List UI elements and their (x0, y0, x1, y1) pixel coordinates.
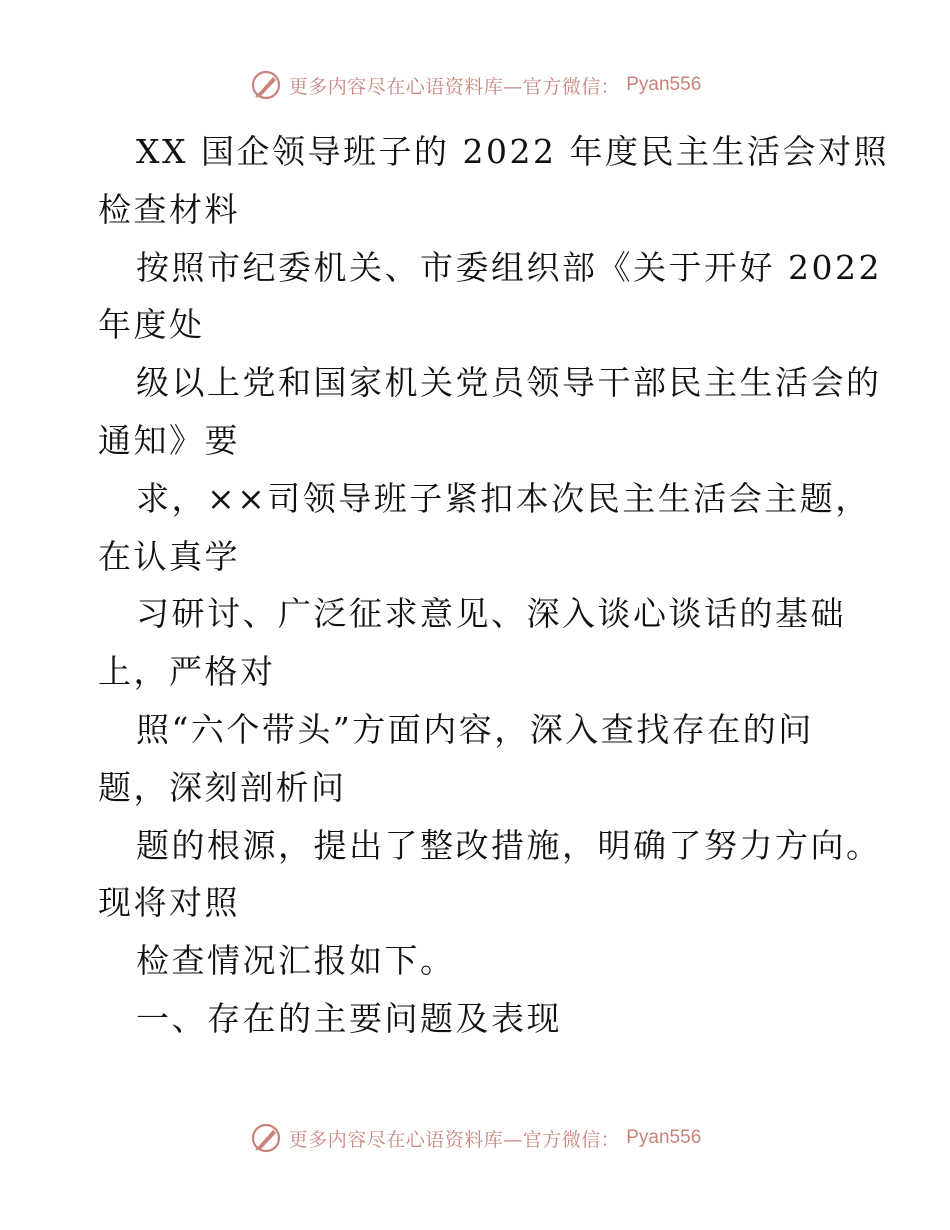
text-line: 题的根源，提出了整改措施，明确了努力方向。 (136, 825, 882, 865)
text-line: 习研讨、广泛征求意见、深入谈心谈话的基础 (136, 594, 846, 634)
text-line: 求，××司领导班子紧扣本次民主生活会主题， (136, 478, 871, 518)
text-line: 检查情况汇报如下。 (136, 941, 456, 981)
watermark-wechat-id: Pyan556 (626, 1127, 702, 1148)
title-line-1: XX 国企领导班子的 2022 年度民主生活会对照 (136, 132, 889, 171)
header-watermark (0, 68, 950, 102)
text-line: 在认真学 (98, 536, 240, 576)
text-line: 级以上党和国家机关党员领导干部民主生活会的 (136, 363, 882, 403)
text-line: 按照市纪委机关、市委组织部《关于开好 2022 (136, 247, 882, 287)
quill-logo-icon (249, 1121, 283, 1155)
text-line: 照“六个带头”方面内容，深入查找存在的问 (136, 709, 814, 749)
watermark-text: 更多内容尽在心语资料库—官方微信： (288, 1128, 621, 1151)
text-line: 通知》要 (98, 420, 240, 460)
text-line: 现将对照 (98, 883, 240, 923)
text-line: 上，严格对 (98, 652, 276, 692)
text-line: 题，深刻剖析问 (98, 767, 347, 807)
document-body (98, 123, 889, 1048)
footer-watermark (0, 1121, 950, 1155)
quill-logo-icon (249, 68, 283, 102)
title-line-2: 检查材料 (98, 189, 240, 229)
watermark-wechat-id: Pyan556 (626, 74, 702, 95)
watermark-text: 更多内容尽在心语资料库—官方微信： (288, 75, 621, 98)
text-line: 年度处 (98, 305, 205, 345)
section-heading: 一、存在的主要问题及表现 (136, 998, 562, 1038)
